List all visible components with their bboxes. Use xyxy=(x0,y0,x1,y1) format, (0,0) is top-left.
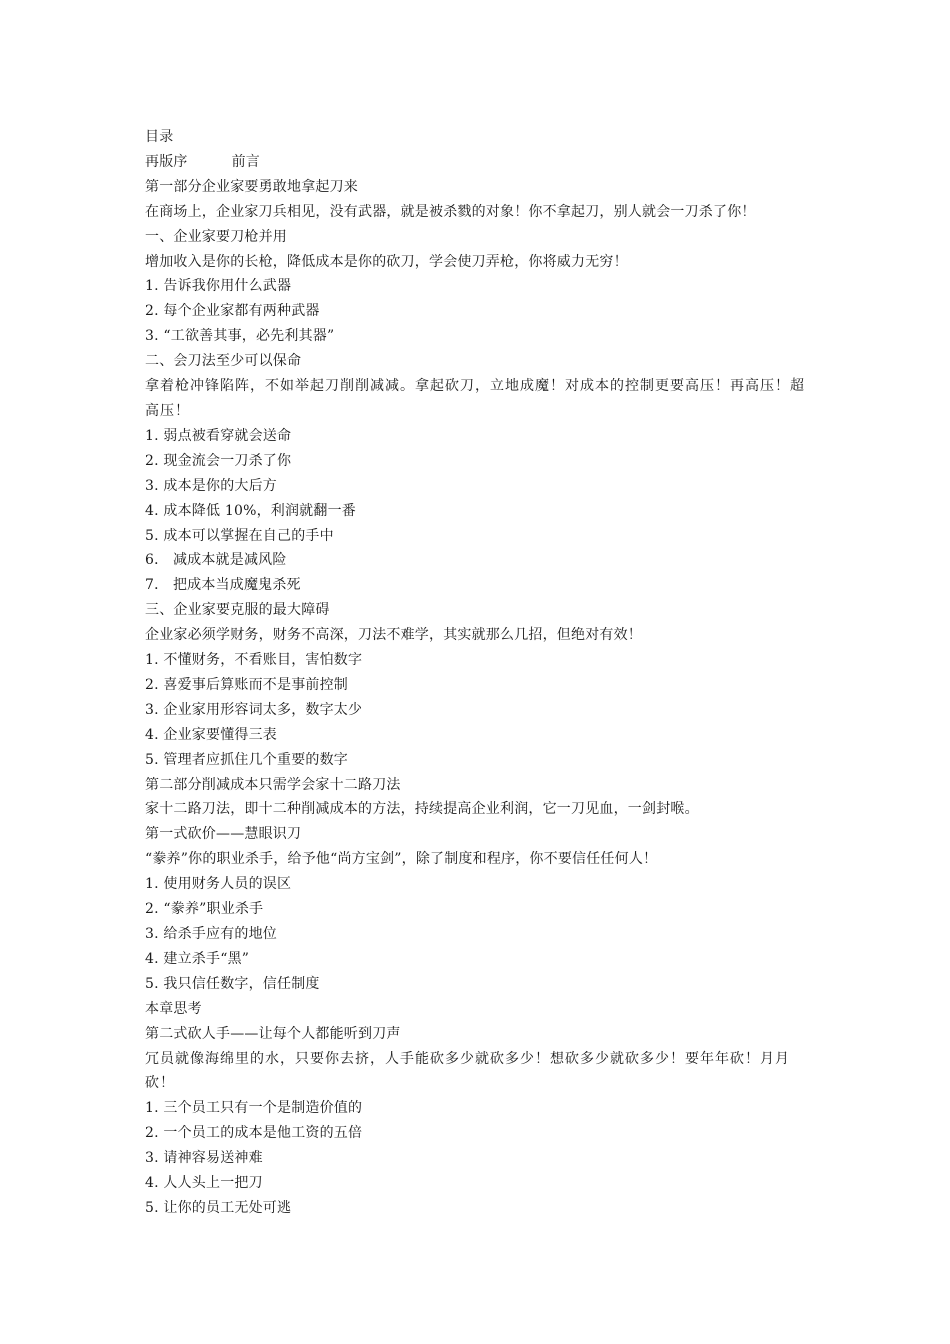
list-item: 2. 一个员工的成本是他工资的五倍 xyxy=(145,1125,363,1142)
toc-title: 目录 xyxy=(145,129,174,145)
list-item: 1. 告诉我你用什么武器 xyxy=(145,278,292,295)
list-item: 5. 让你的员工无处可逃 xyxy=(145,1199,292,1216)
section-heading: 一、企业家要刀枪并用 xyxy=(145,228,287,245)
list-item: 5. 我只信任数字，信任制度 xyxy=(145,975,320,992)
chapter-heading: 第二式砍人手——让每个人都能听到刀声 xyxy=(145,1025,401,1042)
list-item: 3. 企业家用形容词太多，数字太少 xyxy=(145,701,363,718)
list-item: 2. 现金流会一刀杀了你 xyxy=(145,452,292,469)
body-paragraph: 冗员就像海绵里的水，只要你去挤，人手能砍多少就砍多少！想砍多少就砍多少！要年年砍！月月砍！ xyxy=(145,1050,790,1092)
section-heading: 二、会刀法至少可以保命 xyxy=(145,353,302,370)
body-paragraph: 家十二路刀法，即十二种削减成本的方法，持续提高企业利润，它一刀见血，一剑封喉。 xyxy=(145,801,699,818)
list-item: 2. “豢养”职业杀手 xyxy=(145,901,264,918)
list-item: 2. 喜爱事后算账而不是事前控制 xyxy=(145,676,349,693)
body-paragraph: “豢养”你的职业杀手，给予他“尚方宝剑”，除了制度和程序，你不要信任任何人！ xyxy=(145,851,658,868)
list-item: 4. 建立杀手“黑” xyxy=(145,950,250,967)
list-item: 3. 给杀手应有的地位 xyxy=(145,926,278,942)
list-item: 4. 人人头上一把刀 xyxy=(145,1175,263,1192)
part-one-heading: 第一部分企业家要勇敢地拿起刀来 xyxy=(145,178,358,195)
list-item: 3. 成本是你的大后方 xyxy=(145,477,278,494)
list-item: 1. 不懂财务，不看账目，害怕数字 xyxy=(145,652,363,669)
list-item: 2. 每个企业家都有两种武器 xyxy=(145,303,320,320)
document-body xyxy=(145,125,815,1221)
body-paragraph: 增加收入是你的长枪，降低成本是你的砍刀，学会使刀弄枪，你将威力无穷！ xyxy=(145,253,628,270)
list-item: 7． 把成本当成魔鬼杀死 xyxy=(145,577,301,594)
body-paragraph: 拿着枪冲锋陷阵，不如举起刀削削减减。拿起砍刀，立地成魔！对成本的控制更要高压！再高压！超高压！ xyxy=(145,378,805,419)
list-item: 5. 成本可以掌握在自己的手中 xyxy=(145,527,334,544)
body-paragraph: 在商场上，企业家刀兵相见，没有武器，就是被杀戮的对象！你不拿起刀，别人就会一刀杀了你！ xyxy=(145,203,756,220)
preface-line xyxy=(145,150,815,175)
list-item: 3. 请神容易送神难 xyxy=(145,1150,263,1167)
chapter-heading: 第一式砍价——慧眼识刀 xyxy=(145,826,302,843)
list-item: 1. 使用财务人员的误区 xyxy=(145,876,292,893)
section-heading: 三、企业家要克服的最大障碍 xyxy=(145,602,330,619)
list-item: 1. 弱点被看穿就会送命 xyxy=(145,427,292,444)
list-item: 5. 管理者应抓住几个重要的数字 xyxy=(145,751,349,768)
list-item: 3. “工欲善其事，必先利其器” xyxy=(145,328,335,345)
chapter-reflection: 本章思考 xyxy=(145,1000,202,1017)
reprint-preface-label: 再版序 xyxy=(145,153,188,170)
part-two-heading: 第二部分削减成本只需学会家十二路刀法 xyxy=(145,776,401,793)
foreword-label: 前言 xyxy=(231,153,261,170)
body-paragraph: 企业家必须学财务，财务不高深，刀法不难学，其实就那么几招，但绝对有效！ xyxy=(145,627,642,644)
list-item: 4. 成本降低 10%，利润就翻一番 xyxy=(145,502,356,519)
list-item: 6． 减成本就是减风险 xyxy=(145,552,287,569)
list-item: 4. 企业家要懂得三表 xyxy=(145,726,278,743)
list-item: 1. 三个员工只有一个是制造价值的 xyxy=(145,1100,363,1117)
